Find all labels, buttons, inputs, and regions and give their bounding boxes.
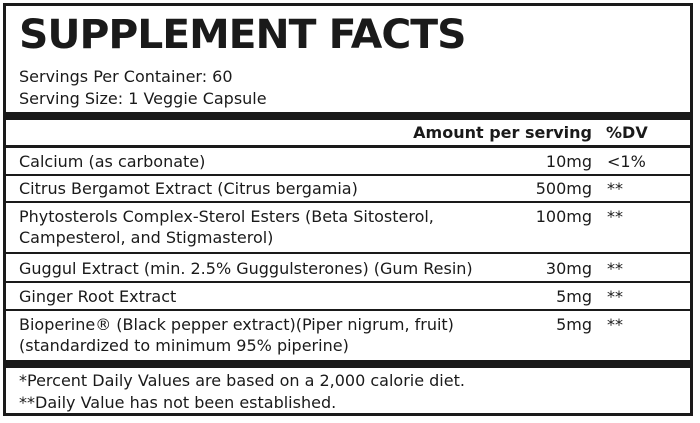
panel-title: SUPPLEMENT FACTS — [19, 12, 466, 58]
footnote-dv-not-established: **Daily Value has not been established. — [19, 393, 337, 412]
ingredient-name: Calcium (as carbonate) — [19, 152, 206, 171]
divider-thick — [6, 360, 690, 368]
ingredient-amount: 100mg — [535, 207, 592, 226]
ingredient-amount: 5mg — [556, 287, 592, 306]
footnote-percent-dv: *Percent Daily Values are based on a 2,000 calorie diet. — [19, 371, 465, 390]
ingredient-dv: ** — [607, 315, 623, 334]
serving-size: Serving Size: 1 Veggie Capsule — [19, 89, 267, 108]
ingredient-name: Guggul Extract (min. 2.5% Guggulsterones) (Gum Resin) — [19, 259, 473, 278]
divider-row — [6, 281, 690, 283]
daily-value-header: %DV — [606, 123, 648, 142]
divider-header — [6, 145, 690, 148]
ingredient-name-line: (standardized to minimum 95% piperine) — [19, 336, 349, 355]
ingredient-name — [19, 314, 514, 356]
supplement-facts-panel — [3, 3, 693, 416]
ingredient-name — [19, 206, 514, 248]
divider-thick — [6, 112, 690, 120]
ingredient-amount: 30mg — [545, 259, 592, 278]
ingredient-name-line: Campesterol, and Stigmasterol) — [19, 228, 274, 247]
ingredient-dv: ** — [607, 287, 623, 306]
ingredient-dv: ** — [607, 207, 623, 226]
ingredient-amount: 10mg — [545, 152, 592, 171]
ingredient-name-line: Bioperine® (Black pepper extract)(Piper nigrum, fruit) — [19, 315, 454, 334]
divider-row — [6, 309, 690, 311]
divider-row — [6, 252, 690, 254]
ingredient-dv: ** — [607, 259, 623, 278]
ingredient-name: Ginger Root Extract — [19, 287, 177, 306]
ingredient-amount: 500mg — [535, 179, 592, 198]
ingredient-amount: 5mg — [556, 315, 592, 334]
ingredient-dv: ** — [607, 179, 623, 198]
divider-row — [6, 174, 690, 176]
divider-row — [6, 201, 690, 203]
ingredient-dv: <1% — [607, 152, 646, 171]
ingredient-name: Citrus Bergamot Extract (Citrus bergamia) — [19, 179, 358, 198]
ingredient-name-line: Phytosterols Complex-Sterol Esters (Beta Sitosterol, — [19, 207, 434, 226]
amount-per-serving-header: Amount per serving — [413, 123, 592, 142]
servings-per-container: Servings Per Container: 60 — [19, 67, 233, 86]
